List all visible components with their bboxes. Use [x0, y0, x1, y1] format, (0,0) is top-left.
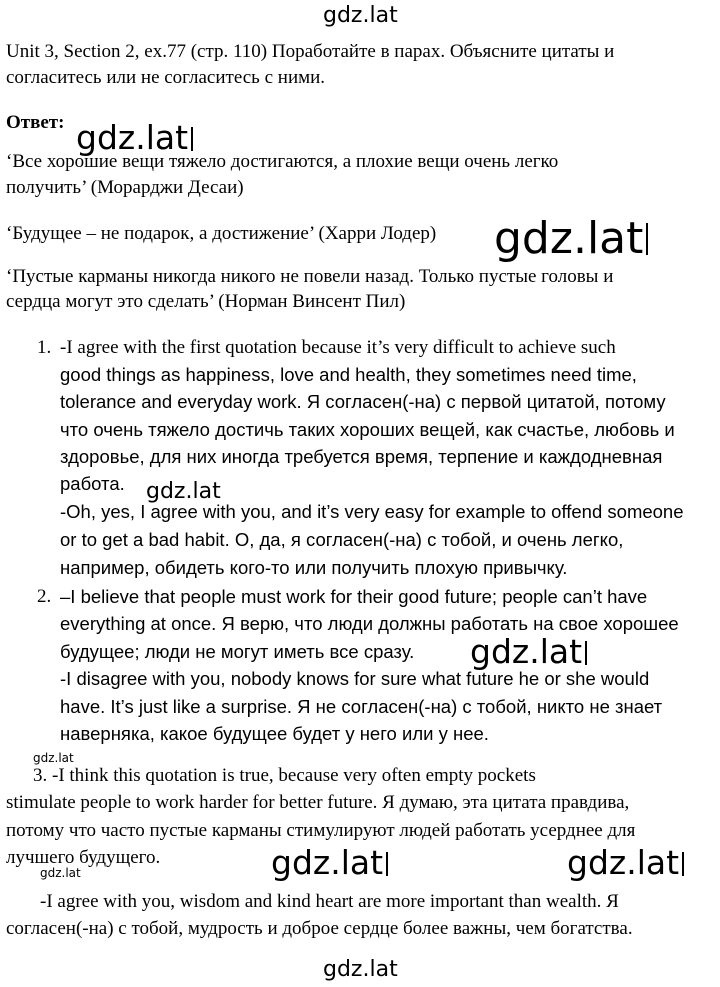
watermark-answer: gdz.lat: [76, 118, 193, 157]
item-1-line-2: good things as happiness, love and health, they sometimes need time,: [60, 364, 637, 385]
item-1-line-5: здоровье, для них иногда требуется время, терпение и каждодневная: [60, 446, 663, 467]
watermark-footer: gdz.lat: [323, 957, 398, 982]
quote-2: ‘Будущее – не подарок, а достижение’ (Харри Лодер): [6, 223, 437, 244]
item-1-line-6: работа.: [60, 473, 125, 494]
item-2-line-1: –I believe that people must work for their good future; people can’t have: [60, 586, 648, 607]
item-3-line-6: согласен(-на) с тобой, мудрость и доброе сердце более важны, чем богатства.: [6, 918, 633, 939]
watermark-large: gdz.lat: [494, 213, 648, 264]
watermark-mid-small: gdz.lat: [146, 479, 221, 504]
item-1-line-3: tolerance and everyday work. Я согласен(-на) с первой цитатой, потому: [60, 391, 666, 412]
watermark-tiny-2: gdz.lat: [40, 866, 81, 880]
watermark-item-2: gdz.lat: [470, 632, 587, 671]
quote-1-line-1: ‘Все хорошие вещи тяжело достигаются, а плохие вещи очень легко: [6, 151, 559, 172]
item-3-line-5: -I agree with you, wisdom and kind heart are more important than wealth. Я: [40, 891, 619, 912]
item-3-line-1: 3. -I think this quotation is true, because very often empty pockets: [33, 765, 536, 786]
item-1-line-1: -I agree with the first quotation because it’s very difficult to achieve such: [60, 337, 616, 358]
item-1-number: 1.: [37, 337, 52, 358]
watermark-bottom-center: gdz.lat: [271, 843, 388, 882]
item-1-line-8: or to get a bad habit. О, да, я согласен(-на) с тобой, и очень легко,: [60, 529, 624, 550]
item-1-line-7: -Oh, yes, I agree with you, and it’s very easy for example to offend someone: [60, 501, 684, 522]
task-text-line-1: Unit 3, Section 2, ex.77 (стр. 110) Поработайте в парах. Объясните цитаты и: [6, 41, 615, 62]
item-1-line-9: например, обидеть кого-то или получить плохую привычку.: [60, 557, 568, 578]
item-2-line-6: наверняка, какое будущее будет у него или у нее.: [60, 723, 489, 744]
item-2-line-3: будущее; люди не могут иметь все сразу.: [60, 641, 415, 662]
item-2-line-5: have. It’s just like a surprise. Я не согласен(-на) с тобой, никто не знает: [60, 696, 663, 717]
watermark-tiny-1: gdz.lat: [33, 751, 74, 765]
item-2-line-4: -I disagree with you, nobody knows for sure what future he or she would: [60, 668, 650, 689]
quote-3-line-1: ‘Пустые карманы никогда никого не повели назад. Только пустые головы и: [6, 266, 614, 287]
item-3-line-3: потому что часто пустые карманы стимулируют людей работать усерднее для: [6, 820, 636, 841]
item-3-line-2: stimulate people to work harder for better future. Я думаю, эта цитата правдива,: [6, 792, 630, 813]
item-3-line-4: лучшего будущего.: [6, 847, 161, 868]
answer-label: Ответ:: [6, 112, 65, 133]
quote-1-line-2: получить’ (Морарджи Десаи): [6, 177, 244, 198]
item-2-line-2: everything at once. Я верю, что люди должны работать на свое хорошее: [60, 613, 679, 634]
item-2-number: 2.: [37, 586, 52, 607]
task-text-line-2: согласитесь или не согласитесь с ними.: [6, 67, 326, 88]
quote-3-line-2: сердца могут это сделать’ (Норман Винсент Пил): [6, 291, 406, 312]
watermark-bottom-right: gdz.lat: [567, 843, 684, 882]
item-1-line-4: что очень тяжело достичь таких хороших вещей, как счастье, любовь и: [60, 419, 675, 440]
watermark-top: gdz.lat: [323, 3, 398, 28]
